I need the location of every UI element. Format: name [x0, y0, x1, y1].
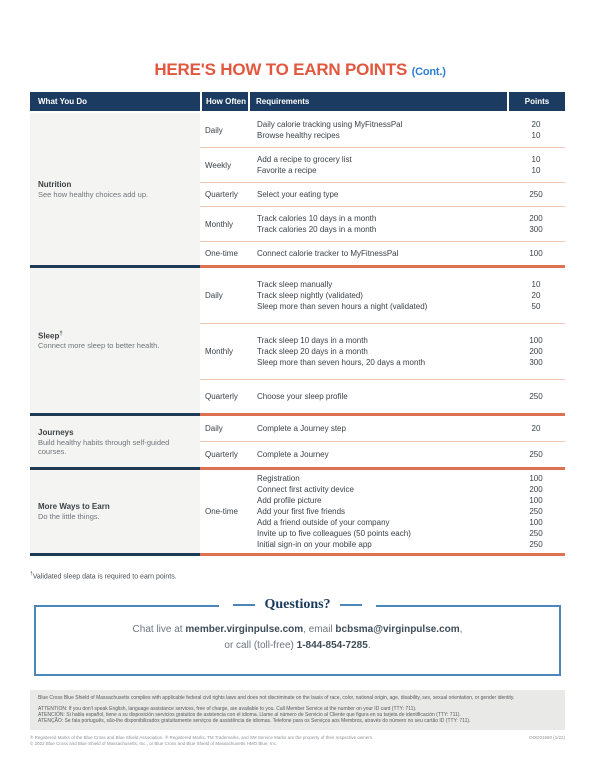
requirements-cell — [250, 154, 565, 176]
frequency-cell: Monthly — [205, 347, 234, 356]
section-what-you-do — [30, 416, 200, 470]
questions-body — [36, 607, 559, 654]
points-table — [30, 92, 565, 746]
requirement-line — [250, 279, 565, 290]
header-requirements: Requirements — [250, 92, 507, 111]
frequency-cell: One-time — [205, 507, 238, 516]
title-dash-left — [233, 604, 255, 606]
requirement-line — [250, 290, 565, 301]
requirements-cell — [250, 279, 565, 312]
requirement-text: Daily calorie tracking using MyFitnessPal — [257, 120, 403, 129]
points-value: 250 — [529, 190, 543, 199]
points-value: 250 — [529, 392, 543, 401]
table-section — [30, 416, 565, 470]
page-title — [0, 0, 600, 80]
page-title-cont: (Cont.) — [411, 66, 446, 78]
requirement-line — [250, 119, 565, 130]
section-title: More Ways to Earn — [38, 502, 110, 511]
section-description: Build healthy habits through self-guided courses. — [38, 437, 170, 456]
requirement-line — [250, 449, 565, 460]
requirement-text: Sleep more than seven hours, 20 days a month — [257, 358, 426, 367]
contact-value: bcbsma@virginpulse.com — [335, 624, 460, 636]
requirement-line — [250, 423, 565, 434]
table-row — [200, 148, 565, 183]
contact-text: or call (toll-free) — [224, 640, 297, 652]
table-row — [200, 113, 565, 148]
points-value: 10 — [531, 166, 541, 175]
requirement-line — [250, 346, 565, 357]
requirement-line — [250, 539, 565, 550]
points-value: 300 — [529, 225, 543, 234]
document-code: OOG01660 (1/22) — [528, 735, 565, 741]
contact-value: member.virginpulse.com — [185, 624, 304, 636]
footnote-dagger: † — [30, 571, 33, 577]
contact-text: , email — [303, 624, 336, 636]
table-row — [200, 380, 565, 413]
table-section — [30, 113, 565, 268]
section-rows — [200, 416, 565, 470]
points-value: 10 — [531, 280, 541, 289]
requirements-cell — [250, 335, 565, 368]
requirement-text: Track sleep 10 days in a month — [257, 336, 368, 345]
requirement-line — [250, 357, 565, 368]
table-section — [30, 268, 565, 416]
questions-box — [34, 597, 561, 676]
points-value: 20 — [531, 291, 541, 300]
requirements-cell — [250, 391, 565, 402]
section-what-you-do — [30, 470, 200, 556]
header-points: Points — [509, 92, 565, 111]
points-value: 50 — [531, 302, 541, 311]
requirement-line — [250, 165, 565, 176]
copyright-text: © 2022 Blue Cross and Blue Shield of Massachusetts, Inc., or Blue Cross and Blue Shield of Massachusetts HMO Blue, Inc. — [30, 740, 278, 746]
section-description: Connect more sleep to better health. — [38, 341, 160, 351]
frequency-cell: Monthly — [205, 219, 234, 229]
contact-text: , — [459, 624, 463, 636]
requirement-text: Track sleep manually — [257, 280, 333, 289]
section-what-you-do — [30, 268, 200, 416]
requirement-text: Add a friend outside of your company — [257, 518, 390, 527]
points-value: 250 — [529, 450, 543, 459]
requirement-line — [250, 213, 565, 224]
requirement-text: Connect first activity device — [257, 485, 354, 494]
points-value: 300 — [529, 358, 543, 367]
table-row — [200, 416, 565, 442]
requirement-line — [250, 248, 565, 259]
requirement-text: Add profile picture — [257, 496, 322, 505]
frequency-cell: Daily — [205, 291, 223, 300]
requirement-text: Add a recipe to grocery list — [257, 155, 352, 164]
requirement-text: Initial sign-in on your mobile app — [257, 540, 372, 549]
requirement-text: Browse healthy recipes — [257, 131, 340, 140]
requirement-line — [250, 224, 565, 235]
section-title: Journeys — [38, 427, 74, 437]
requirement-text: Complete a Journey — [257, 450, 329, 459]
section-rows — [200, 113, 565, 268]
frequency-cell: Quarterly — [205, 450, 238, 459]
attention-english: ATTENTION: If you don't speak English, language assistance services, free of charge, are available to you. Call Member Service at the number on your ID card (TTY: 711). — [38, 706, 417, 713]
points-value: 200 — [529, 214, 543, 223]
section-title-dagger: † — [59, 330, 63, 337]
requirement-text: Select your eating type — [257, 190, 339, 199]
section-title: Nutrition — [38, 179, 72, 189]
table-row — [200, 470, 565, 553]
requirement-text: Track calories 10 days in a month — [257, 214, 377, 223]
table-row — [200, 442, 565, 467]
requirement-text: Track sleep 20 days in a month — [257, 347, 368, 356]
points-value: 100 — [529, 496, 543, 505]
contact-value: 1-844-854-7285 — [296, 640, 368, 652]
points-value: 100 — [529, 249, 543, 258]
points-value: 200 — [529, 347, 543, 356]
requirement-text: Registration — [257, 474, 300, 483]
registered-marks-text: ® Registered Marks of the Blue Cross and Blue Shield Association. ® Registered Marks, TM Trademarks, and SM Service Marks are the property of their respective owners. — [30, 735, 374, 741]
section-what-you-do — [30, 113, 200, 268]
points-value: 250 — [529, 540, 543, 549]
legal-notice — [30, 690, 565, 730]
title-dash-right — [340, 604, 362, 606]
points-value: 100 — [529, 474, 543, 483]
page-footer — [30, 735, 565, 746]
requirement-text: Complete a Journey step — [257, 424, 346, 433]
requirements-cell — [250, 248, 565, 259]
attention-spanish: ATENCIÓN: Si habla español, tiene a su disposición servicios gratuitos de asistencia con el idioma. Llame al número de Servicio al Cliente que figura en su tarjeta de identificación (TTY: 711). — [38, 712, 461, 719]
requirement-line — [250, 484, 565, 495]
header-what-you-do: What You Do — [30, 92, 200, 111]
requirement-line — [250, 506, 565, 517]
requirement-line — [250, 154, 565, 165]
table-row — [200, 268, 565, 324]
questions-title-inner — [219, 597, 375, 613]
table-header-row — [30, 92, 565, 111]
requirement-text: Choose your sleep profile — [257, 392, 348, 401]
points-value: 250 — [529, 507, 543, 516]
header-how-often: How Often — [202, 92, 248, 111]
requirement-line — [250, 473, 565, 484]
requirement-line — [250, 528, 565, 539]
points-value: 20 — [531, 424, 541, 433]
footnote-text: Validated sleep data is required to earn points. — [32, 573, 177, 581]
table-body — [30, 113, 565, 556]
points-value: 200 — [529, 485, 543, 494]
points-value: 100 — [529, 518, 543, 527]
requirements-cell — [250, 189, 565, 200]
requirements-cell — [250, 213, 565, 235]
requirements-cell — [250, 449, 565, 460]
footnote — [30, 571, 565, 580]
points-value: 10 — [531, 131, 541, 140]
page-title-text: HERE'S HOW TO EARN POINTS — [154, 60, 408, 79]
section-description: Do the little things. — [38, 512, 100, 521]
frequency-cell: Quarterly — [205, 190, 238, 199]
section-description: See how healthy choices add up. — [38, 189, 149, 199]
table-row — [200, 242, 565, 265]
requirement-text: Favorite a recipe — [257, 166, 317, 175]
contact-text: Chat live at — [132, 624, 186, 636]
section-rows — [200, 268, 565, 416]
requirement-text: Track calories 20 days in a month — [257, 225, 377, 234]
requirements-cell — [250, 423, 565, 434]
table-row — [200, 207, 565, 242]
points-value: 10 — [531, 155, 541, 164]
contact-line-1 — [36, 622, 559, 638]
requirement-line — [250, 335, 565, 346]
footer-left — [30, 735, 373, 746]
section-rows — [200, 470, 565, 556]
requirement-text: Connect calorie tracker to MyFitnessPal — [257, 249, 399, 258]
requirements-cell — [250, 473, 565, 550]
requirement-line — [250, 130, 565, 141]
section-title: Sleep† — [38, 330, 63, 341]
requirements-cell — [250, 119, 565, 141]
requirement-text: Invite up to five colleagues (50 points each) — [257, 529, 411, 538]
points-value: 100 — [529, 336, 543, 345]
requirement-line — [250, 391, 565, 402]
requirement-line — [250, 189, 565, 200]
contact-line-2 — [36, 638, 559, 654]
requirement-line — [250, 495, 565, 506]
requirement-text: Add your first five friends — [257, 507, 346, 516]
table-row — [200, 183, 565, 207]
frequency-cell: Weekly — [205, 160, 232, 170]
questions-title-wrap — [36, 597, 559, 613]
frequency-cell: Quarterly — [205, 392, 238, 401]
frequency-cell: Daily — [205, 424, 223, 433]
attention-portuguese: ATENÇÃO: Se fala português, são-lhe disponibilizados gratuitamente serviços de assistência de idiomas. Telefone para os Serviços aos Membros, através do número no seu cartão ID (TTY: 711). — [38, 718, 471, 725]
requirement-text: Sleep more than seven hours a night (validated) — [257, 302, 428, 311]
requirement-text: Track sleep nightly (validated) — [257, 291, 363, 300]
questions-title: Questions? — [264, 597, 331, 613]
requirement-line — [250, 301, 565, 312]
contact-text: . — [367, 640, 371, 652]
table-section — [30, 470, 565, 556]
table-row — [200, 324, 565, 380]
points-value: 250 — [529, 529, 543, 538]
points-value: 20 — [531, 120, 541, 129]
frequency-cell: One-time — [205, 249, 238, 258]
requirement-line — [250, 517, 565, 528]
frequency-cell: Daily — [205, 125, 223, 135]
nondiscrimination-text: Blue Cross Blue Shield of Massachusetts complies with applicable federal civil rights laws and does not discriminate on the basis of race, color, national origin, age, disability, sex, sexual orientation, or gender identity. — [38, 695, 515, 702]
